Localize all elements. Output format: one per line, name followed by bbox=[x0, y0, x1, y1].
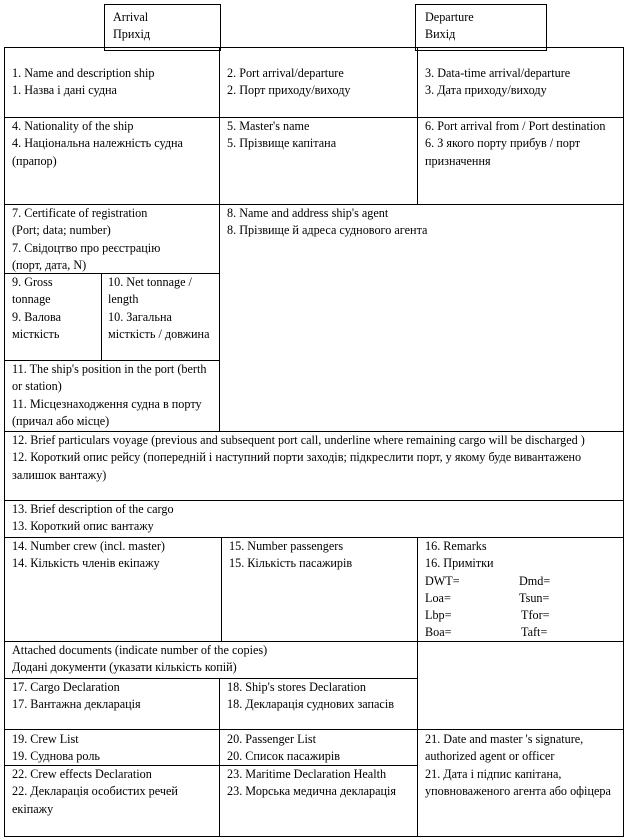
field-20 bbox=[227, 731, 415, 766]
field-23-en: 23. Maritime Declaration Health bbox=[227, 767, 387, 781]
field-20-en: 20. Passenger List bbox=[227, 732, 317, 746]
field-15-en: 15. Number passengers bbox=[229, 539, 344, 553]
remarks-tsun: Tsun= bbox=[519, 591, 550, 605]
col-line bbox=[417, 47, 418, 204]
field-21 bbox=[425, 731, 621, 800]
field-16 bbox=[425, 538, 621, 573]
field-3 bbox=[425, 65, 621, 100]
col-line bbox=[221, 537, 222, 641]
field-14-uk: 14. Кількість членів екіпажу bbox=[12, 556, 160, 571]
field-4-en: 4. Nationality of the ship bbox=[12, 119, 134, 133]
field-6-uk: 6. З якого порту прибув / порт призначення bbox=[425, 136, 581, 168]
field-18 bbox=[227, 679, 407, 714]
field-18-uk: 18. Декларація суднових запасів bbox=[227, 697, 394, 712]
field-9 bbox=[12, 274, 92, 343]
field-5 bbox=[227, 118, 415, 153]
field-14 bbox=[12, 538, 219, 573]
field-6 bbox=[425, 118, 617, 170]
remarks-dwt: DWT= bbox=[425, 574, 460, 588]
departure-label-en: Departure bbox=[425, 10, 474, 24]
col-line bbox=[417, 537, 418, 837]
field-3-uk: 3. Дата приходу/виходу bbox=[425, 83, 547, 98]
field-15-uk: 15. Кількість пасажирів bbox=[229, 556, 353, 571]
field-1-en: 1. Name and description ship bbox=[12, 66, 155, 80]
field-22-en: 22. Crew effects Declaration bbox=[12, 767, 152, 781]
field-10 bbox=[108, 274, 218, 343]
col-line bbox=[219, 47, 220, 431]
arrival-header bbox=[113, 9, 213, 44]
field-7-en: 7. Certificate of registration bbox=[12, 206, 148, 220]
field-1 bbox=[12, 65, 217, 100]
field-17-en: 17. Cargo Declaration bbox=[12, 680, 120, 694]
field-16-uk: 16. Примітки bbox=[425, 556, 494, 571]
field-23 bbox=[227, 766, 402, 801]
field-4-uk: 4. Національна належність судна bbox=[12, 136, 183, 151]
field-8 bbox=[227, 205, 617, 240]
field-10-uk: 10. Загальна місткість / довжина bbox=[108, 309, 210, 341]
field-2-en: 2. Port arrival/departure bbox=[227, 66, 344, 80]
departure-header bbox=[425, 9, 540, 44]
field-13-uk: 13. Короткий опис вантажу bbox=[12, 519, 154, 534]
remarks-tfor: Tfor= bbox=[521, 608, 550, 622]
field-20-uk: 20. Список пасажирів bbox=[227, 749, 341, 764]
remarks-lbp: Lbp= bbox=[425, 608, 452, 622]
field-23-uk: 23. Морська медична декларація bbox=[227, 784, 396, 799]
field-21-uk: 21. Дата і підпис капітана, уповноваженого агента або офіцера bbox=[425, 766, 611, 798]
field-10-en: 10. Net tonnage / length bbox=[108, 275, 192, 307]
field-13 bbox=[12, 501, 612, 536]
field-12-uk: 12. Короткий опис рейсу (попередній і наступний порти заходів; підкреслити порт, у якому буде вивантажено залишок вантажу) bbox=[12, 450, 582, 482]
field-18-en: 18. Ship's stores Declaration bbox=[227, 680, 366, 694]
field-4 bbox=[12, 118, 207, 170]
arrival-label-uk: Прихід bbox=[113, 27, 151, 42]
remarks-boa: Boa= bbox=[425, 625, 452, 639]
field-14-en: 14. Number crew (incl. master) bbox=[12, 539, 165, 553]
attached-documents-uk: Додані документи (указати кількість копій) bbox=[12, 660, 237, 675]
field-21-en: 21. Date and master 's signature, authorized agent or officer bbox=[425, 732, 584, 764]
field-19 bbox=[12, 731, 217, 766]
remarks-taft: Taft= bbox=[521, 625, 548, 639]
arrival-label-en: Arrival bbox=[113, 10, 149, 24]
attached-documents-en: Attached documents (indicate number of the copies) bbox=[12, 643, 268, 657]
field-5-en: 5. Master's name bbox=[227, 119, 310, 133]
field-2 bbox=[227, 65, 415, 100]
field-16-en: 16. Remarks bbox=[425, 539, 487, 553]
remarks-loa: Loa= bbox=[425, 591, 451, 605]
field-5-uk: 5. Прізвище капітана bbox=[227, 136, 337, 151]
field-9-en: 9. Gross tonnage bbox=[12, 275, 53, 307]
field-17-uk: 17. Вантажна декларація bbox=[12, 697, 141, 712]
field-6-en: 6. Port arrival from / Port destination bbox=[425, 119, 606, 133]
field-15 bbox=[229, 538, 417, 573]
field-12-en: 12. Brief particulars voyage (previous and subsequent port call, underline where remaining cargo will be discharged ) bbox=[12, 433, 585, 447]
field-22-uk: 22. Декларація особистих речей екіпажу bbox=[12, 784, 178, 816]
field-7-uk: 7. Свідоцтво про реєстрацію bbox=[12, 240, 161, 255]
field-7-uk-sub: (порт, дата, N) bbox=[12, 257, 87, 272]
field-8-uk: 8. Прізвище й адреса суднового агента bbox=[227, 223, 428, 238]
field-11-uk: 11. Місцезнаходження судна в порту (причал або місце) bbox=[12, 396, 202, 428]
field-9-uk: 9. Валова місткість bbox=[12, 309, 62, 341]
row-line bbox=[4, 729, 624, 730]
attached-documents bbox=[12, 642, 417, 677]
col-line bbox=[101, 273, 102, 360]
field-7 bbox=[12, 205, 217, 274]
field-1-uk: 1. Назва і дані судна bbox=[12, 83, 117, 98]
field-11 bbox=[12, 361, 217, 430]
field-2-uk: 2. Порт приходу/виходу bbox=[227, 83, 351, 98]
field-19-uk: 19. Суднова роль bbox=[12, 749, 100, 764]
field-13-en: 13. Brief description of the cargo bbox=[12, 502, 174, 516]
remarks-dmd: Dmd= bbox=[519, 574, 551, 588]
field-17 bbox=[12, 679, 217, 714]
departure-label-uk: Вихід bbox=[425, 27, 456, 42]
field-8-en: 8. Name and address ship's agent bbox=[227, 206, 389, 220]
field-4-flag: (прапор) bbox=[12, 153, 57, 168]
field-22 bbox=[12, 766, 217, 818]
col-line bbox=[219, 678, 220, 837]
field-12 bbox=[12, 432, 618, 484]
field-19-en: 19. Crew List bbox=[12, 732, 79, 746]
field-3-en: 3. Data-time arrival/departure bbox=[425, 66, 571, 80]
field-7-en-sub: (Port; data; number) bbox=[12, 223, 111, 238]
field-11-en: 11. The ship's position in the port (berth or station) bbox=[12, 362, 207, 394]
